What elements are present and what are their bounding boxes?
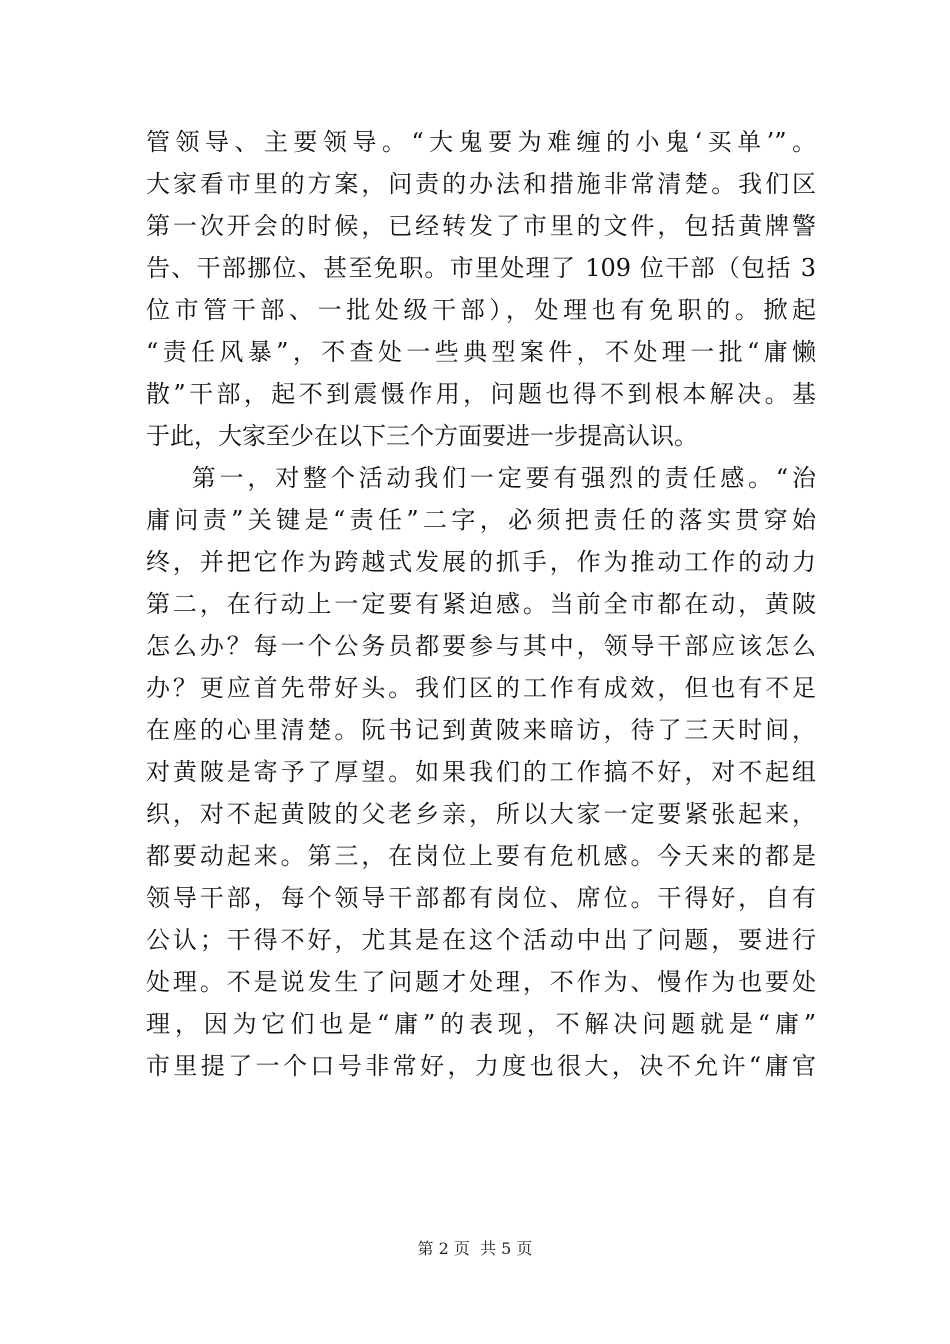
text-line: 处理。不是说发生了问题才处理，不作为、慢作为也要处 [146,968,816,996]
text-line: 庸问责”关键是“责任”二字，必须把责任的落实贯穿始 [146,506,816,534]
text-line: 理，因为它们也是“庸”的表现，不解决问题就是“庸” [146,1010,816,1038]
text-line: 对黄陂是寄予了厚望。如果我们的工作搞不好，对不起组 [146,758,816,786]
text-line: 织，对不起黄陂的父老乡亲，所以大家一定要紧张起来， [146,800,816,828]
text-line: 大家看市里的方案，问责的办法和措施非常清楚。我们区 [146,170,816,198]
text-line: 怎么办？每一个公务员都要参与其中，领导干部应该怎么 [146,632,816,660]
text-line: 管领导、主要领导。“大鬼要为难缠的小鬼‘买单’”。 [146,128,816,156]
body-text [146,121,816,1087]
text-line: 公认；干得不好，尤其是在这个活动中出了问题，要进行 [146,926,816,954]
text-line: 终，并把它作为跨越式发展的抓手，作为推动工作的动力 [146,548,816,576]
text-line: 散”干部，起不到震慑作用，问题也得不到根本解决。基 [146,380,816,408]
text-line: 第一次开会的时候，已经转发了市里的文件，包括黄牌警 [146,212,816,240]
text-line: 市里提了一个口号非常好，力度也很大，决不允许“庸官 [146,1052,816,1080]
text-line: 告、干部挪位、甚至免职。市里处理了 109 位干部（包括 3 [146,254,816,282]
text-line: “责任风暴”，不查处一些典型案件，不处理一批“庸懒 [146,338,816,366]
page-number-footer: 第 2 页 共 5 页 [417,1239,533,1258]
text-line: 第一，对整个活动我们一定要有强烈的责任感。“治 [146,464,816,492]
text-line: 都要动起来。第三，在岗位上要有危机感。今天来的都是 [146,842,816,870]
text-line: 办？更应首先带好头。我们区的工作有成效，但也有不足 [146,674,816,702]
text-line: 于此，大家至少在以下三个方面要进一步提高认识。 [146,422,698,450]
text-line: 在座的心里清楚。阮书记到黄陂来暗访，待了三天时间， [146,716,816,744]
text-line: 领导干部，每个领导干部都有岗位、席位。干得好，自有 [146,884,816,912]
text-line: 位市管干部、一批处级干部），处理也有免职的。掀起 [146,296,816,324]
text-line: 第二，在行动上一定要有紧迫感。当前全市都在动，黄陂 [146,590,816,618]
